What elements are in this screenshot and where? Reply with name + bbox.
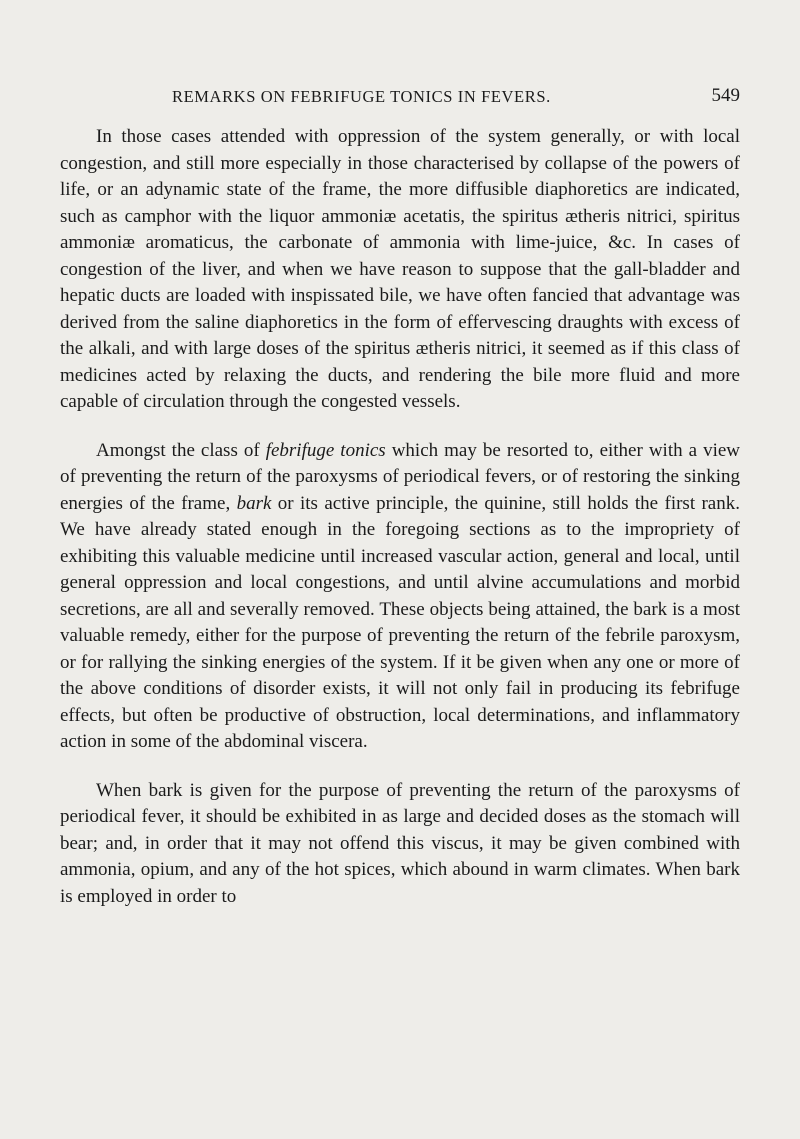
italic-term-febrifuge-tonics: febrifuge tonics [265, 439, 386, 461]
paragraph-febrifuge-tonics [60, 438, 740, 756]
italic-term-bark: bark [236, 492, 272, 514]
paragraph-diaphoretics: In those cases attended with oppression of the system generally, or with local congestion, and still more especially in those characterised by collapse of the powers of life, or an adynamic state of the frame, the more diffusible diaphoretics are indicated, such as camphor with the liquor ammoniæ acetatis, the spiritus ætheris nitrici, spiritus ammoniæ aromaticus, the carbonate of ammonia with lime-juice, &c. In cases of congestion of the liver, and when we have reason to suppose that the gall-bladder and hepatic ducts are loaded with inspissated bile, we have often fancied that advantage was derived from the saline diaphoretics in the form of effervescing draughts with excess of the alkali, and with large doses of the spiritus ætheris nitrici, it seemed as if this class of medicines acted by relaxing the ducts, and rendering the bile more fluid and more capable of circulation through the congested vessels. [60, 126, 740, 412]
paragraph-bark-dosage: When bark is given for the purpose of preventing the return of the paroxysms of periodical fever, it should be exhibited in as large and decided doses as the stomach will bear; and, in order that it may not offend this viscus, it may be given combined with ammonia, opium, and any of the hot spices, which abound in warm climates. When bark is employed in order to [60, 779, 740, 907]
running-head: REMARKS ON FEBRIFUGE TONICS IN FEVERS. [172, 87, 551, 106]
paragraph-text: which may be resorted to, either with a view of preventing the return of the paroxysms of periodical fevers, or of restoring the sinking energies of the frame, [60, 439, 740, 514]
page-body [60, 124, 740, 910]
paragraph-text: or its active principle, the quinine, still holds the first rank. We have already stated enough in the foregoing sections as to the impropriety of exhibiting this valuable medicine until increased vascular action, general and local, until general oppression and local congestions, and until alvine accumulations and morbid secretions, are all and severally removed. These objects being attained, the bark is a most valuable remedy, either for the purpose of preventing the return of the febrile paroxysm, or for rallying the sinking energies of the system. If it be given when any one or more of the above conditions of disorder exists, it will not only fail in producing its febrifuge effects, but often be productive of obstruction, local determinations, and inflammatory action in some of the abdominal viscera. [60, 492, 740, 752]
paragraph-text: Amongst the class of [96, 439, 266, 461]
page-header [60, 85, 740, 115]
page-number: 549 [711, 85, 740, 106]
